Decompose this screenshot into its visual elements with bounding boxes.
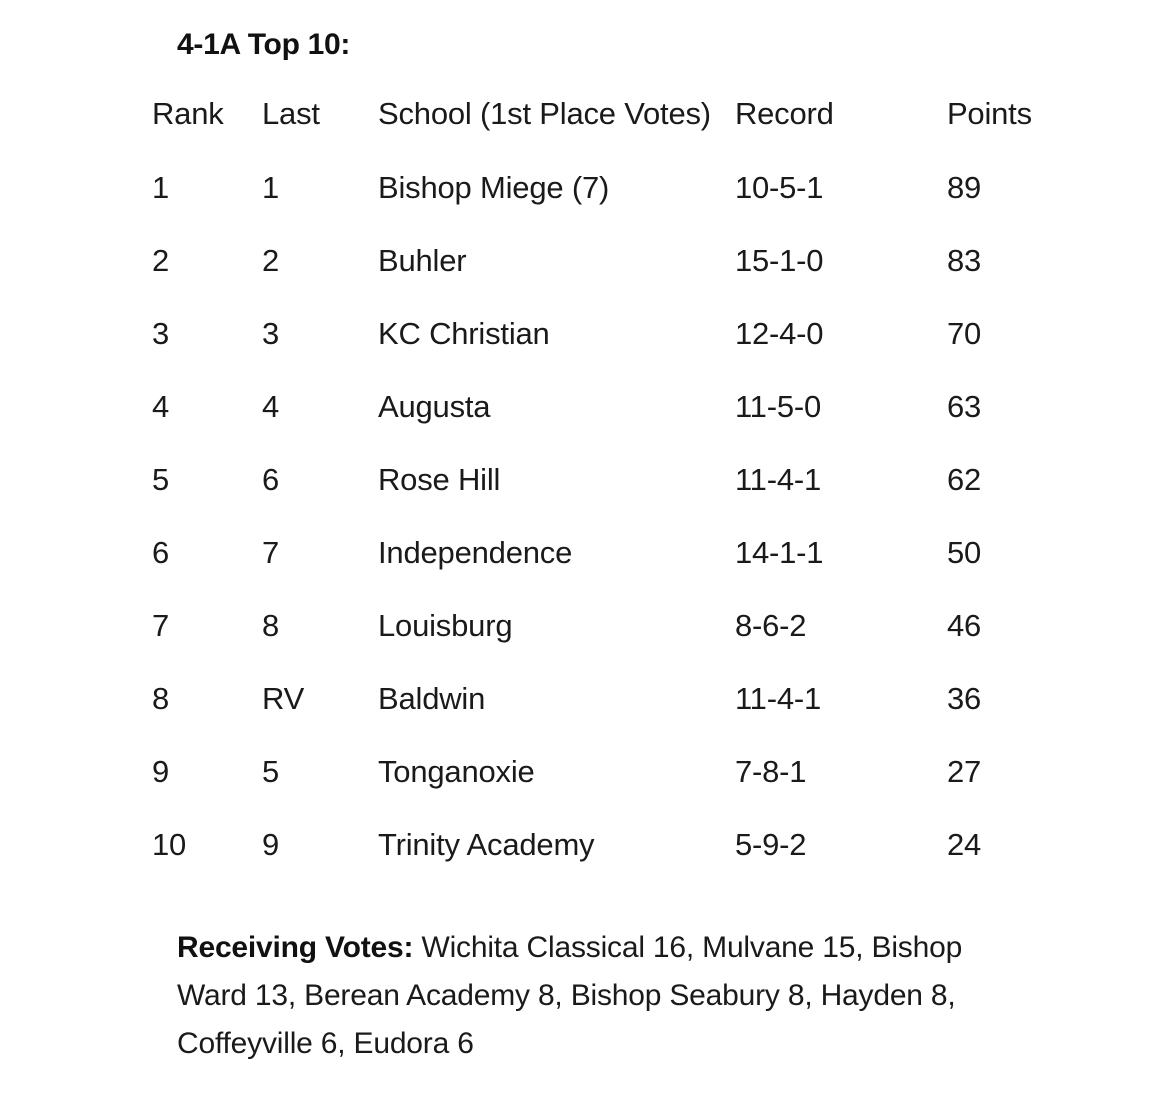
cell-last: 7 bbox=[262, 534, 280, 570]
table-row bbox=[140, 443, 1079, 516]
cell-last: RV bbox=[262, 680, 305, 716]
table-row bbox=[140, 662, 1079, 735]
cell-points: 83 bbox=[946, 242, 982, 278]
cell-rank: 4 bbox=[152, 388, 170, 424]
header-record: Record bbox=[734, 96, 834, 131]
cell-last: 3 bbox=[262, 315, 280, 351]
cell-record: 11-4-1 bbox=[734, 461, 822, 497]
cell-record: 12-4-0 bbox=[734, 315, 824, 351]
cell-points: 36 bbox=[946, 680, 982, 716]
header-rank: Rank bbox=[152, 96, 224, 131]
cell-school: Trinity Academy bbox=[378, 826, 595, 862]
table-header-row bbox=[140, 77, 1079, 151]
cell-last: 6 bbox=[262, 461, 280, 497]
cell-last: 2 bbox=[262, 242, 280, 278]
cell-rank: 10 bbox=[152, 826, 187, 862]
header-last: Last bbox=[262, 96, 320, 131]
cell-school: Independence bbox=[378, 534, 573, 570]
header-points: Points bbox=[946, 96, 1032, 131]
rankings-table bbox=[140, 77, 1079, 881]
table-row bbox=[140, 224, 1079, 297]
cell-last: 8 bbox=[262, 607, 280, 643]
cell-last: 5 bbox=[262, 753, 280, 789]
cell-points: 62 bbox=[946, 461, 982, 497]
cell-school: Baldwin bbox=[378, 680, 486, 716]
cell-points: 50 bbox=[946, 534, 982, 570]
cell-school: KC Christian bbox=[378, 315, 550, 351]
receiving-votes-text: Wichita Classical 16, Mulvane 15, Bishop Ward 13, Berean Academy 8, Bishop Seabury 8, Hayden 8, Coffeyville 6, Eudora 6 bbox=[177, 931, 963, 1060]
cell-school: Augusta bbox=[378, 388, 491, 424]
cell-rank: 9 bbox=[152, 753, 170, 789]
cell-school: Bishop Miege (7) bbox=[378, 169, 610, 205]
receiving-votes bbox=[177, 924, 977, 1068]
cell-points: 70 bbox=[946, 315, 982, 351]
cell-last: 4 bbox=[262, 388, 280, 424]
cell-last: 9 bbox=[262, 826, 280, 862]
table-row bbox=[140, 808, 1079, 881]
cell-rank: 8 bbox=[152, 680, 170, 716]
cell-record: 14-1-1 bbox=[734, 534, 824, 570]
cell-school: Rose Hill bbox=[378, 461, 501, 497]
cell-points: 63 bbox=[946, 388, 982, 424]
cell-points: 46 bbox=[946, 607, 982, 643]
table-row bbox=[140, 589, 1079, 662]
table-row bbox=[140, 297, 1079, 370]
cell-record: 11-5-0 bbox=[734, 388, 822, 424]
cell-rank: 2 bbox=[152, 242, 170, 278]
receiving-votes-label: Receiving Votes: bbox=[177, 931, 414, 964]
cell-record: 8-6-2 bbox=[734, 607, 807, 643]
cell-record: 5-9-2 bbox=[734, 826, 807, 862]
cell-record: 11-4-1 bbox=[734, 680, 822, 716]
table-row bbox=[140, 735, 1079, 808]
cell-points: 89 bbox=[946, 169, 982, 205]
cell-last: 1 bbox=[262, 169, 280, 205]
page-title: 4-1A Top 10: bbox=[177, 28, 351, 61]
cell-school: Louisburg bbox=[378, 607, 513, 643]
cell-points: 24 bbox=[946, 826, 982, 862]
cell-points: 27 bbox=[946, 753, 982, 789]
cell-rank: 6 bbox=[152, 534, 170, 570]
table-row bbox=[140, 151, 1079, 224]
table-row bbox=[140, 516, 1079, 589]
cell-rank: 7 bbox=[152, 607, 170, 643]
header-school: School (1st Place Votes) bbox=[378, 96, 711, 131]
cell-rank: 1 bbox=[152, 169, 170, 205]
cell-rank: 5 bbox=[152, 461, 170, 497]
cell-school: Buhler bbox=[378, 242, 467, 278]
cell-record: 7-8-1 bbox=[734, 753, 807, 789]
cell-record: 10-5-1 bbox=[734, 169, 824, 205]
cell-school: Tonganoxie bbox=[378, 753, 535, 789]
cell-record: 15-1-0 bbox=[734, 242, 824, 278]
cell-rank: 3 bbox=[152, 315, 170, 351]
table-row bbox=[140, 370, 1079, 443]
